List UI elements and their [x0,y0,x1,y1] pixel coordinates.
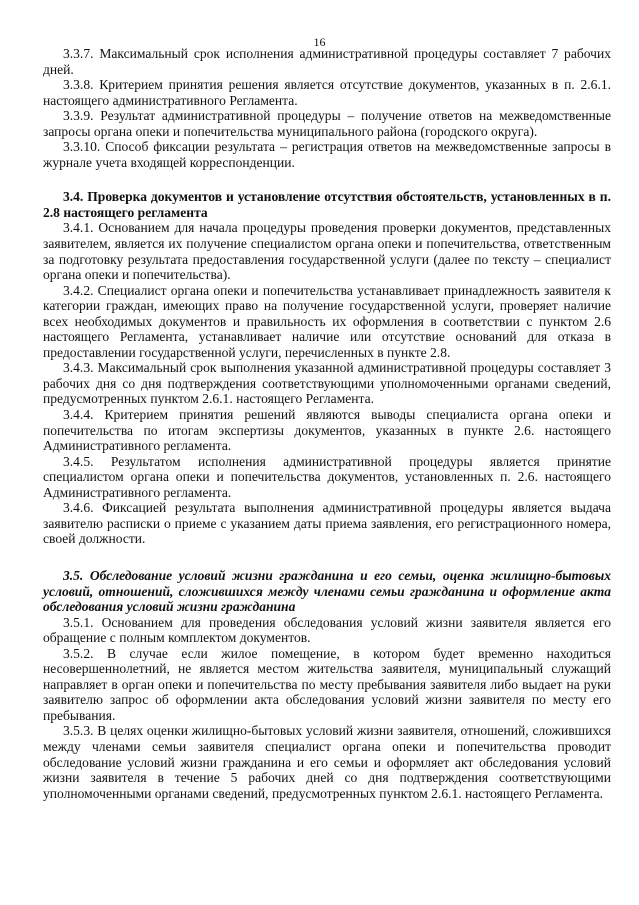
paragraph-3-4-3: 3.4.3. Максимальный срок выполнения указанной административной процедуры составляет 3 рабочих дня со дня подтверждения соответствующими уполномоченными органами сведений, предусмотренных пунктом 2.6.1. настоящего Регламента. [43,360,611,407]
paragraph-3-5-3: 3.5.3. В целях оценки жилищно-бытовых условий жизни заявителя, отношений, сложившихся между членами семьи заявителя специалист органа опеки и попечительства проводит обследование условий жизни гражданина и его семьи и оформляет акт обследования условий жизни заявителя в течение 5 рабочих дней со дня подтверждения соответствующими уполномоченными органами сведений, предусмотренных пунктом 2.6.1. настоящего Регламента. [43,723,611,801]
paragraph-3-4-2: 3.4.2. Специалист органа опеки и попечительства устанавливает принадлежность заявителя к категории граждан, имеющих право на получение государственной услуги, проверяет наличие всех необходимых документов и правильность их оформления в соответствии с пунктом 2.6 настоящего Регламента, устанавливает наличие или отсутствие оснований для отказа в предоставлении государственной услуги, перечисленных в пункте 2.8. [43,282,611,360]
paragraph-3-3-9: 3.3.9. Результат административной процедуры – получение ответов на межведомственные запросы органа опеки и попечительства муниципального района (городского округа). [43,108,611,139]
paragraph-3-3-10: 3.3.10. Способ фиксации результата – регистрация ответов на межведомственные запросы в журнале учета входящей корреспонденции. [43,139,611,170]
section-heading-3-5: 3.5. Обследование условий жизни гражданина и его семьи, оценка жилищно-бытовых условий, отношений, сложившихся между членами семьи гражданина и оформление акта обследования условий жизни гражданина [43,567,611,615]
section-heading-3-4: 3.4. Проверка документов и установление отсутствия обстоятельств, установленных в п. 2.8 настоящего регламента [43,189,611,220]
paragraph-3-4-1: 3.4.1. Основанием для начала процедуры проведения проверки документов, представленных заявителем, является их получение специалистом органа опеки и попечительства, ответственным за подготовку результата предоставления государственной услуги (далее по тексту – специалист органа опеки и попечительства). [43,220,611,283]
document-body [43,46,611,801]
paragraph-3-5-2: 3.5.2. В случае если жилое помещение, в котором будет временно находиться несовершеннолетний, не является местом жительства заявителя, муниципальный служащий направляет в орган опеки и попечительства по месту пребывания заявителя либо выдает на руки заявителю запрос об оформлении акта обследования условий жизни заявителя по месту его пребывания. [43,645,611,723]
paragraph-3-4-5: 3.4.5. Результатом исполнения административной процедуры является принятие специалистом органа опеки и попечительства документов, установленных п. 2.6. настоящего Административного регламента. [43,453,611,500]
paragraph-3-4-4: 3.4.4. Критерием принятия решений являются выводы специалиста органа опеки и попечительства по итогам экспертизы документов, указанных в пункте 2.6. настоящего Административного регламента. [43,407,611,454]
paragraph-3-3-7: 3.3.7. Максимальный срок исполнения административной процедуры составляет 7 рабочих дней. [43,46,611,77]
paragraph-3-4-6: 3.4.6. Фиксацией результата выполнения административной процедуры является выдача заявителю расписки о приеме с указанием даты приема заявления, его регистрационного номера, своей должности. [43,500,611,547]
paragraph-3-5-1: 3.5.1. Основанием для проведения обследования условий жизни заявителя является его обращение с полным комплектом документов. [43,614,611,646]
page-number: 16 [313,35,326,49]
paragraph-3-3-8: 3.3.8. Критерием принятия решения является отсутствие документов, указанных в п. 2.6.1. настоящего административного Регламента. [43,77,611,108]
